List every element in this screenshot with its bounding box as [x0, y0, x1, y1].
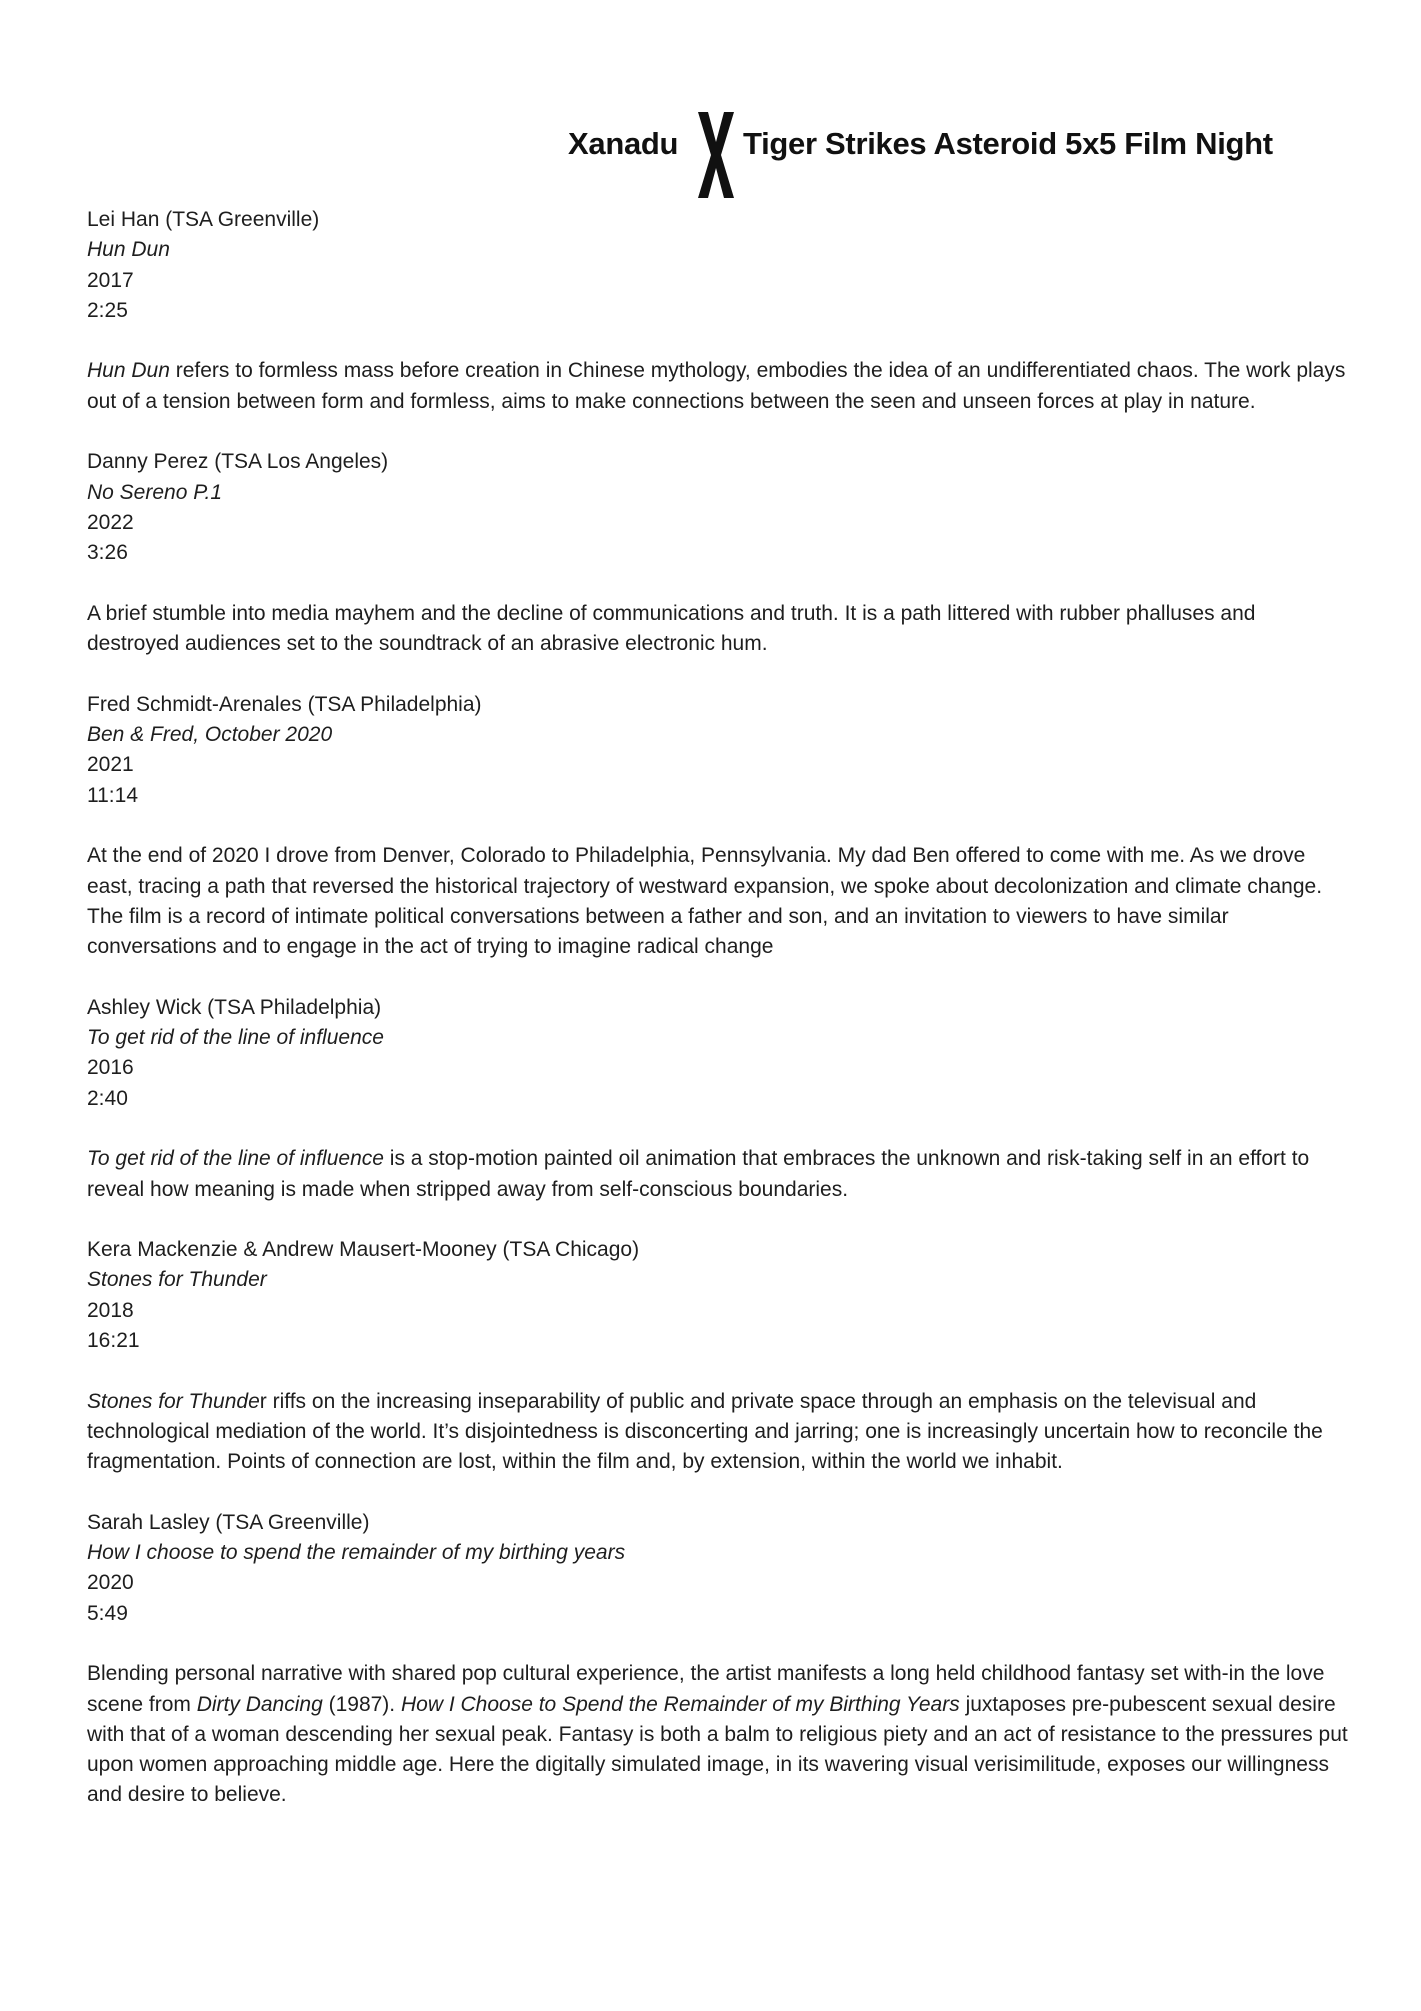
- film-description: [87, 1144, 1352, 1205]
- film-title: Stones for Thunder: [87, 1268, 267, 1292]
- italic-title-ref: Dirty Dancing: [196, 1692, 323, 1716]
- film-year: 2022: [87, 510, 134, 534]
- film-description: [87, 1387, 1352, 1478]
- description-text: A brief stumble into media mayhem and the decline of communications and truth. It is a path littered with rubber phalluses and destroyed audiences set to the soundtrack of an abrasive electronic hum.: [87, 601, 1256, 656]
- film-description: [87, 356, 1352, 417]
- film-entry: [87, 447, 1352, 659]
- header-venue: Xanadu: [568, 126, 679, 161]
- film-title: How I choose to spend the remainder of my birthing years: [87, 1541, 626, 1565]
- film-duration: 2:25: [87, 298, 128, 322]
- artist-name: Fred Schmidt-Arenales (TSA Philadelphia): [87, 692, 482, 716]
- film-entry: [87, 993, 1352, 1205]
- film-list: [87, 205, 1352, 1841]
- artist-name: Ashley Wick (TSA Philadelphia): [87, 995, 382, 1019]
- italic-title-ref: Hun Dun: [87, 359, 170, 383]
- artist-name: Sarah Lasley (TSA Greenville): [87, 1510, 370, 1534]
- page-header: [568, 112, 1288, 198]
- artist-name: Lei Han (TSA Greenville): [87, 208, 320, 231]
- film-title: Ben & Fred, October 2020: [87, 723, 333, 747]
- film-entry: [87, 205, 1352, 417]
- description-text: juxtaposes pre-pubescent sexual desire with that of a woman descending her sexual peak. Fantasy is both a balm to religious piety and an act of resistance to the pressures put upon women approaching middle age. Here the digitally simulated image, in its wavering visual verisimilitude, exposes our willingness and desire to believe.: [87, 1692, 1348, 1807]
- film-description: [87, 841, 1352, 962]
- film-duration: 3:26: [87, 541, 128, 565]
- film-year: 2020: [87, 1571, 134, 1595]
- film-entry: [87, 690, 1352, 963]
- italic-title-ref: How I Choose to Spend the Remainder of my Birthing Years: [400, 1692, 960, 1716]
- header-event-title: Tiger Strikes Asteroid 5x5 Film Night: [743, 126, 1273, 161]
- description-text: At the end of 2020 I drove from Denver, Colorado to Philadelphia, Pennsylvania. My dad Ben offered to come with me. As we drove east, tracing a path that reversed the historical trajectory of westward expansion, we spoke about decolonization and climate change. The film is a record of intimate political conversations between a father and son, and an invitation to viewers to have similar conversations and to engage in the act of trying to imagine radical change: [87, 844, 1323, 959]
- film-title: To get rid of the line of influence: [87, 1026, 384, 1050]
- film-title: No Sereno P.1: [87, 480, 223, 504]
- description-text: Blending personal narrative with shared pop cultural experience, the artist manifests a long held childhood fantasy set with-in the love scene from: [87, 1662, 1325, 1716]
- artist-name: Kera Mackenzie & Andrew Mausert-Mooney (TSA Chicago): [87, 1238, 640, 1262]
- film-year: 2018: [87, 1298, 134, 1322]
- italic-title-ref: Stones for Thunde: [87, 1389, 260, 1413]
- film-year: 2017: [87, 268, 134, 292]
- film-duration: 11:14: [87, 783, 138, 807]
- film-duration: 16:21: [87, 1328, 140, 1352]
- film-description: [87, 1659, 1352, 1810]
- description-text: r riffs on the increasing inseparability of public and private space through an emphasis on the televisual and technological mediation of the world. It’s disjointedness is disconcerting and jarring; one is increasingly uncertain how to reconcile the fragmentation. Points of connection are lost, within the film and, by extension, within the world we inhabit.: [87, 1389, 1323, 1474]
- film-duration: 2:40: [87, 1086, 128, 1110]
- film-entry: [87, 1235, 1352, 1477]
- film-year: 2021: [87, 753, 134, 777]
- artist-name: Danny Perez (TSA Los Angeles): [87, 450, 389, 474]
- film-entry: [87, 1508, 1352, 1811]
- film-title: Hun Dun: [87, 238, 170, 262]
- description-text: is a stop-motion painted oil animation that embraces the unknown and risk-taking self in an effort to reveal how meaning is made when stripped away from self-conscious boundaries.: [87, 1147, 1310, 1201]
- film-description: [87, 599, 1352, 660]
- film-duration: 5:49: [87, 1601, 128, 1625]
- italic-title-ref: To get rid of the line of influence: [87, 1147, 384, 1171]
- film-year: 2016: [87, 1056, 134, 1080]
- description-text: (1987).: [322, 1692, 401, 1716]
- description-text: refers to formless mass before creation in Chinese mythology, embodies the idea of an undifferentiated chaos. The work plays out of a tension between form and formless, aims to make connections between the seen and unseen forces at play in nature.: [87, 359, 1346, 413]
- x-mark-icon: [696, 112, 736, 198]
